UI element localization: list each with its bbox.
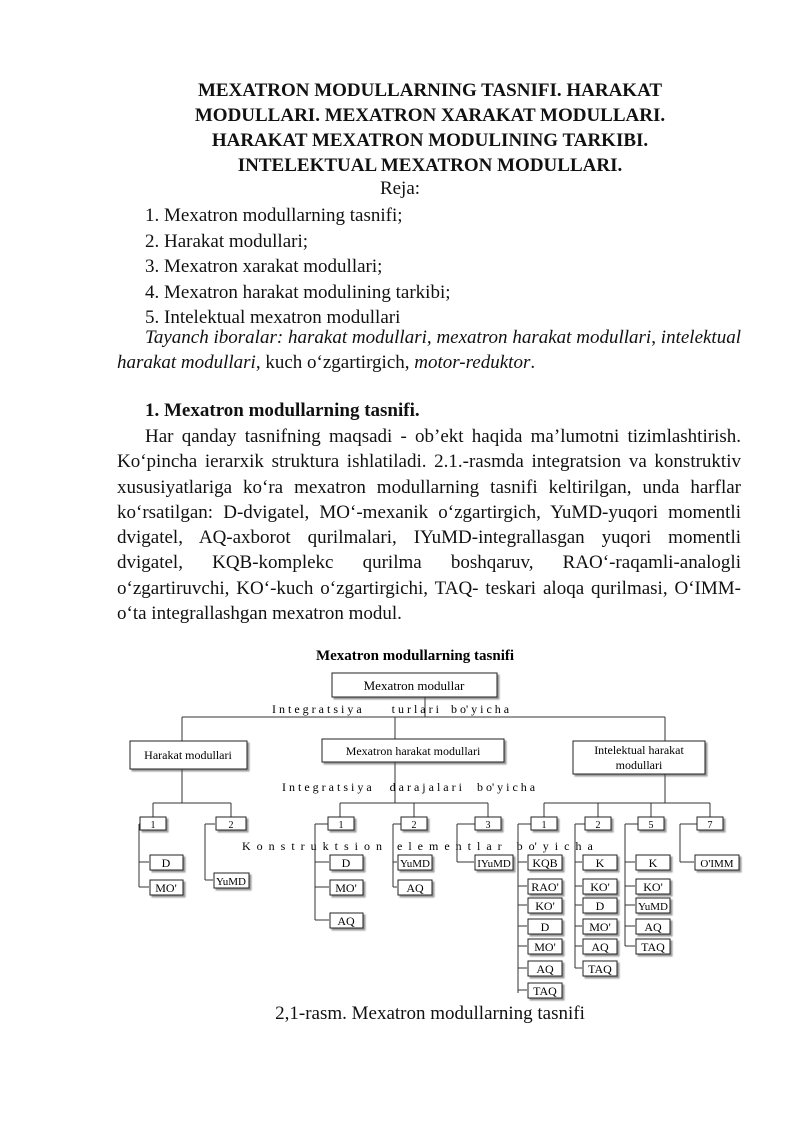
integration-types-label: I n t e g r a t s i y a t u r l a r i b o' y i c h a bbox=[272, 702, 510, 716]
page-title bbox=[150, 78, 710, 178]
component-label: TAQ bbox=[641, 940, 665, 954]
body-paragraph: Har qanday tasnifning maqsadi - ob’ekt haqida ma’lumotni tizimlashtirish. Ko‘pincha ierarxik struktura ishlatiladi. 2.1.-rasmda integratsion va konstruktiv xususiyatlariga ko‘ra mexatron modullarning tasnifi keltirilgan, unda harflar ko‘rsatilgan: D-dvigatel, MO‘-mexanik o‘zgartirgich, YuMD-yuqori momentli dvigatel, AQ-axborot qurilmalari, IYuMD-integrallasgan yuqori momentli dvigatel, KQB-komplekc qurilma boshqaruv, RAO‘-raqamli-analogli o‘zgartiruvchi, KO‘-kuch o‘zgartirgichi, TAQ- teskari aloqa qurilmasi, O‘IMM-o‘ta integrallashgan mexatron modul. bbox=[117, 426, 741, 625]
keywords-italic-2: intelektual harakat modullari bbox=[117, 327, 741, 373]
component-label: MO' bbox=[534, 940, 556, 954]
component-label: MO' bbox=[335, 881, 357, 895]
component-label: MO' bbox=[589, 920, 611, 934]
level-number: 2 bbox=[595, 820, 601, 831]
figure-caption: 2,1-rasm. Mexatron modullarning tasnifi bbox=[275, 1003, 585, 1024]
keywords-end: . bbox=[530, 352, 536, 373]
component-label: D bbox=[595, 899, 605, 913]
level-number: 7 bbox=[707, 820, 713, 831]
intelektual-label-2: modullari bbox=[615, 758, 663, 772]
level-number: 1 bbox=[150, 820, 156, 831]
component-label: AQ bbox=[591, 940, 609, 954]
plan-item: 1. Mexatron modullarning tasnifi; bbox=[145, 205, 403, 226]
component-label: AQ bbox=[644, 920, 662, 934]
component-label: KO' bbox=[535, 899, 555, 913]
level-number: 3 bbox=[485, 820, 491, 831]
title-line: MEXATRON MODULLARNING TASNIFI. HARAKAT bbox=[197, 80, 663, 101]
keywords-paragraph bbox=[117, 325, 741, 375]
component-label: RAO' bbox=[531, 880, 559, 894]
plan-item: 2. Harakat modullari; bbox=[145, 230, 309, 252]
constructive-elements-label: K o n s t r u k t s i o n e l e m e n t l a r b o' y i c h a bbox=[242, 839, 593, 853]
harakat-modullari-label: Harakat modullari bbox=[144, 748, 232, 762]
diagram-svg bbox=[110, 645, 750, 1005]
component-label: K bbox=[648, 856, 658, 870]
component-label: K bbox=[595, 856, 605, 870]
title-line: HARAKAT MEXATRON MODULINING TARKIBI. bbox=[211, 130, 649, 151]
component-label: D bbox=[161, 856, 171, 870]
title-line: MODULLARI. MEXATRON XARAKAT MODULLARI. bbox=[194, 105, 666, 126]
plan-item: 5. Intelektual mexatron modullari bbox=[145, 307, 401, 328]
component-label: AQ bbox=[337, 914, 355, 928]
component-label: KO' bbox=[590, 880, 610, 894]
component-label: AQ bbox=[536, 962, 554, 976]
keywords-italic-1: Tayanch iboralar: harakat modullari, mexatron harakat modullari bbox=[145, 327, 652, 348]
component-label: TAQ bbox=[588, 962, 612, 976]
component-label: D bbox=[341, 856, 351, 870]
component-label: TAQ bbox=[533, 984, 557, 998]
intelektual-label-1: Intelektual harakat bbox=[594, 743, 684, 757]
classification-diagram bbox=[110, 645, 750, 1005]
section-heading: 1. Mexatron modullarning tasnifi. bbox=[145, 400, 420, 421]
plan-heading: Reja: bbox=[379, 178, 421, 199]
integration-levels-label: I n t e g r a t s i y a d a r a j a l a r i b o' y i c h a bbox=[282, 780, 536, 794]
keywords-italic-3: motor-reduktor bbox=[414, 352, 531, 373]
component-label: YuMD bbox=[400, 858, 430, 870]
figure-title: Mexatron modullarning tasnifi bbox=[315, 648, 515, 664]
keywords-sep-1: , bbox=[651, 327, 661, 348]
level-number: 2 bbox=[411, 820, 417, 831]
component-label: YuMD bbox=[638, 901, 668, 913]
component-label: O'IMM bbox=[700, 858, 734, 870]
root-label: Mexatron modullar bbox=[363, 678, 465, 693]
diagram-boxes bbox=[130, 673, 739, 998]
component-label: AQ bbox=[406, 881, 424, 895]
component-label: KQB bbox=[532, 856, 558, 870]
mexatron-harakat-label: Mexatron harakat modullari bbox=[345, 744, 481, 758]
component-label: YuMD bbox=[216, 876, 246, 888]
level-number: 5 bbox=[648, 820, 654, 831]
component-label: D bbox=[540, 920, 550, 934]
plan-list bbox=[145, 203, 451, 331]
component-label: IYuMD bbox=[477, 858, 511, 870]
plan-item: 4. Mexatron harakat modulining tarkibi; bbox=[145, 281, 451, 303]
keywords-text: , kuch o‘zgartirgich, bbox=[255, 352, 415, 373]
level-number: 1 bbox=[541, 820, 547, 831]
level-number: 1 bbox=[338, 820, 344, 831]
component-label: MO' bbox=[155, 881, 177, 895]
plan-item: 3. Mexatron xarakat modullari; bbox=[145, 256, 383, 277]
title-line: INTELEKTUAL MEXATRON MODULLARI. bbox=[237, 155, 623, 176]
component-label: KO' bbox=[643, 880, 663, 894]
level-number: 2 bbox=[228, 820, 234, 831]
